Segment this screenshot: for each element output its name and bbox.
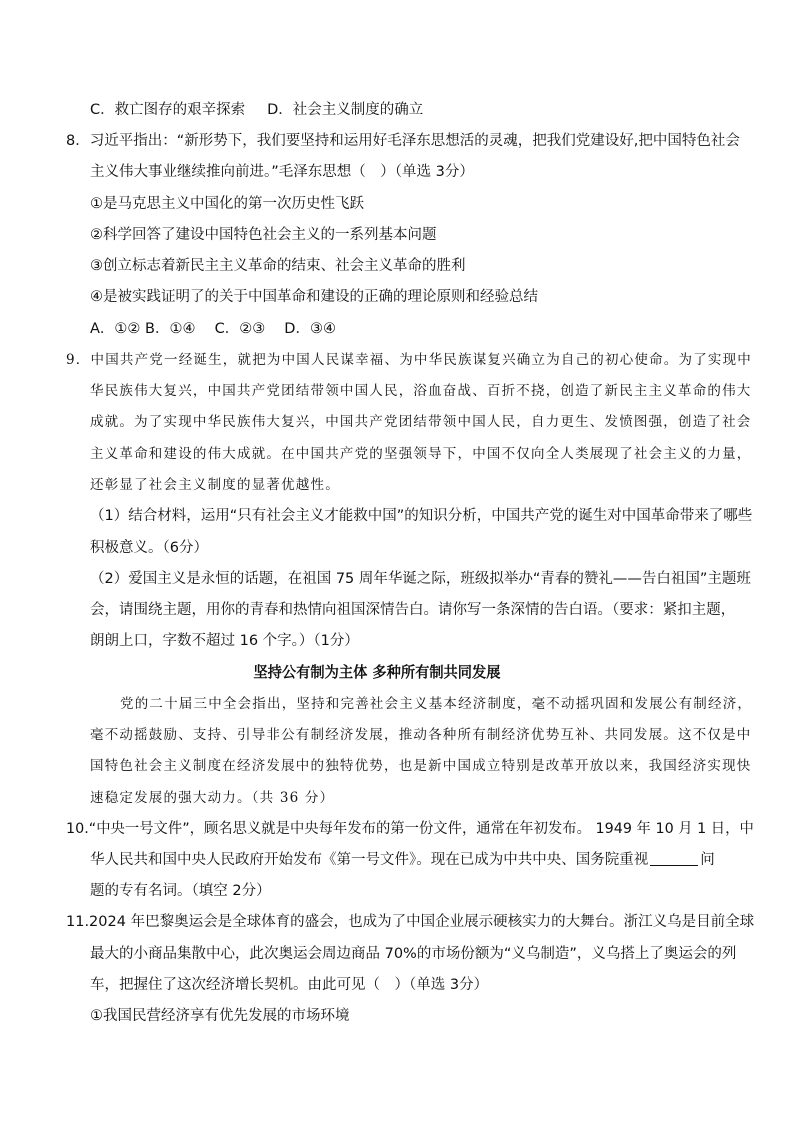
question-10-line3: 题的专有名词。（填空 2分） [90,883,271,899]
question-11-line1: 11.2024 年巴黎奥运会是全球体育的盛会，也成为了中国企业展示硬核实力的大舞台。浙江义乌是目前全球 [66,914,755,930]
question-11-line3: 车，把握住了这次经济增长契机。由此可见（ ）（单选 3分） [90,977,489,993]
option-d: D．社会主义制度的确立 [267,102,424,118]
question-9-material-line3: 成就。为了实现中华民族伟大复兴，中国共产党团结带领中国人民，自力更生、发愤图强，创造了社会 [90,414,752,430]
question-10-line2-tail: 问 [700,852,715,868]
question-8-statement-3: ③创立标志着新民主主义革命的结束、社会主义革命的胜利 [90,258,466,274]
question-10-line2-text: 华人民共和国中央人民政府开始发布《第一号文件》。现在已成为中共中央、国务院重视 [90,852,649,868]
question-9-part2-line2: 会，请围绕主题，用你的青春和热情向祖国深情告白。请你写一条深情的告白语。（要求：紧扣主题， [90,602,736,618]
section-title: 坚持公有制为主体 多种所有制共同发展 [253,663,501,681]
question-9-part2-line3: 朗朗上口，字数不超过 16 个字。）（1分） [90,633,359,649]
question-10-line2 [90,850,715,870]
section-intro-line4: 速稳定发展的强大动力。（共 36 分） [90,790,335,806]
question-10-line1: 10.“中央一号文件”，顾名思义就是中央每年发布的第一份文件，通常在年初发布。 1949 年 10 月 1 日，中 [66,821,754,837]
question-8-stem-line1: 8．习近平指出：“新形势下，我们要坚持和运用好毛泽东思想活的灵魂，把我们党建设好,把中国特色社会 [66,133,740,149]
section-intro-line3: 国特色社会主义制度在经济发展中的独特优势，也是新中国成立特别是改革开放以来，我国经济实现快 [90,758,752,774]
question-9-part2-line1: （2）爱国主义是永恒的话题，在祖国 75 周年华诞之际，班级拟举办“青春的赞礼——告白祖国”主题班 [90,571,751,587]
question-8-stem-line2: 主义伟大事业继续推向前进。”毛泽东思想（ ）（单选 3分） [90,164,474,180]
question-9-material-line1: 9．中国共产党一经诞生，就把为中国人民谋幸福、为中华民族谋复兴确立为自己的初心使命。为了实现中 [66,352,752,368]
answer-blank[interactable] [650,851,698,866]
question-7-options [90,100,423,120]
question-9-material-line2: 华民族伟大复兴，中国共产党团结带领中国人民，浴血奋战、百折不挠，创造了新民主主义革命的伟大 [90,383,752,399]
section-intro-line2: 毫不动摇鼓励、支持、引导非公有制经济发展，推动各种所有制经济优势互补、共同发展。这不仅是中 [90,727,752,743]
question-11-line2: 最大的小商品集散中心，此次奥运会周边商品 70%的市场份额为“义乌制造”，义乌搭上了奥运会的列 [90,946,737,962]
question-8-options: A．①② B．①④ C．②③ D．③④ [90,321,336,337]
option-c: C．救亡图存的艰辛探索 [90,102,246,118]
question-11-statement-1: ①我国民营经济享有优先发展的市场环境 [90,1008,350,1024]
question-9-part1-line1: （1）结合材料，运用“只有社会主义才能救中国”的知识分析，中国共产党的诞生对中国革命带来了哪些 [90,508,753,524]
question-9-material-line5: 还彰显了社会主义制度的显著优越性。 [90,477,340,493]
question-9-part1-line2: 积极意义。（6分） [90,540,208,556]
section-intro-line1: 党的二十届三中全会指出，坚持和完善社会主义基本经济制度，毫不动摇巩固和发展公有制经济， [120,696,753,712]
question-9-material-line4: 主义革命和建设的伟大成就。在中国共产党的坚强领导下，中国不仅向全人类展现了社会主义的力量， [90,446,752,462]
question-8-statement-1: ①是马克思主义中国化的第一次历史性飞跃 [90,196,364,212]
question-8-statement-4: ④是被实践证明了的关于中国革命和建设的正确的理论原则和经验总结 [90,289,538,305]
question-8-statement-2: ②科学回答了建设中国特色社会主义的一系列基本问题 [90,227,437,243]
